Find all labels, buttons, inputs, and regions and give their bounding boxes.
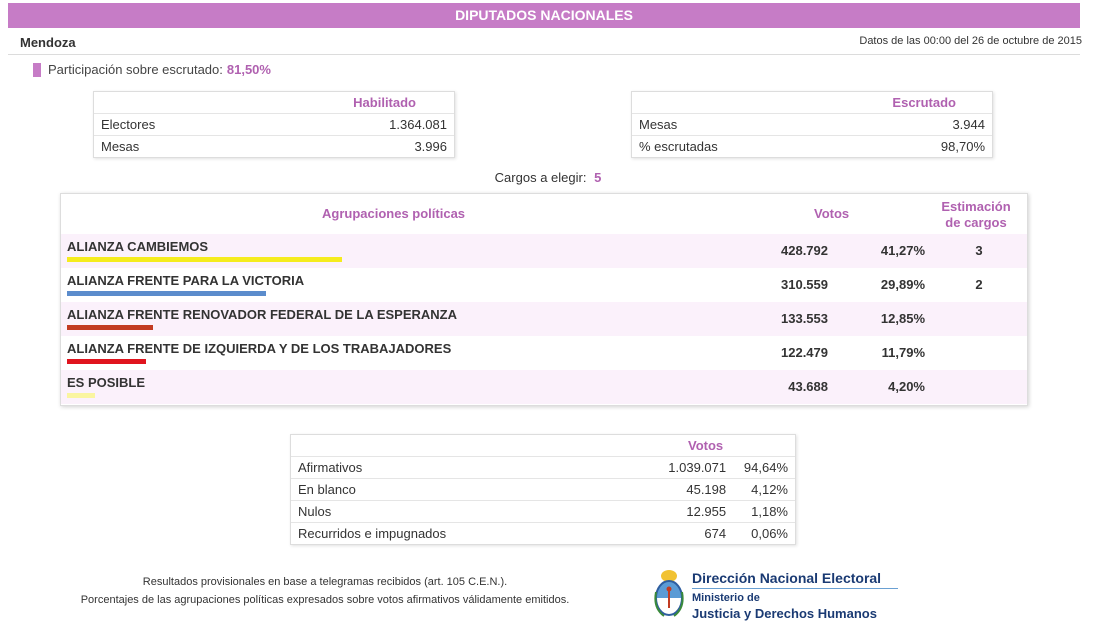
habilitado-table — [93, 91, 455, 158]
argentina-coat-of-arms-icon — [652, 568, 686, 620]
row-votes: 45.198 — [635, 479, 733, 501]
seats-to-elect — [0, 170, 1096, 185]
habilitado-header: Habilitado — [353, 95, 416, 110]
row-label: Mesas — [94, 136, 269, 158]
party-vote-bar — [67, 291, 266, 296]
row-label: Mesas — [632, 114, 853, 136]
row-label: Recurridos e impugnados — [291, 523, 635, 545]
party-row — [61, 302, 1027, 336]
seats-to-elect-label: Cargos a elegir: — [494, 170, 587, 185]
party-name: ALIANZA CAMBIEMOS — [67, 239, 209, 254]
party-votes: 43.688 — [788, 379, 828, 394]
escrutado-header: Escrutado — [892, 95, 956, 110]
votes-column-header: Votos — [814, 206, 850, 221]
party-percentage: 11,79% — [881, 345, 925, 360]
seats-to-elect-value: 5 — [594, 170, 602, 185]
data-timestamp: Datos de las 00:00 del 26 de octubre de 2015 — [859, 35, 1082, 47]
party-percentage: 4,20% — [888, 379, 925, 394]
logo-ministry: Justicia y Derechos Humanos — [692, 606, 877, 621]
party-vote-bar — [67, 325, 153, 330]
party-row — [61, 234, 1027, 268]
participation-line — [33, 62, 271, 77]
party-percentage: 12,85% — [880, 311, 925, 326]
table-row — [291, 523, 795, 545]
row-percentage: 4,12% — [733, 479, 795, 501]
party-votes: 122.479 — [781, 345, 828, 360]
row-votes: 1.039.071 — [635, 457, 733, 479]
party-seats: 3 — [975, 243, 983, 258]
party-row — [61, 370, 1027, 404]
party-percentage: 41,27% — [880, 243, 925, 258]
row-value: 1.364.081 — [269, 114, 454, 136]
logo-divider — [692, 588, 898, 589]
row-percentage: 1,18% — [733, 501, 795, 523]
escrutado-table — [631, 91, 993, 158]
participation-value: 81,50% — [226, 62, 271, 77]
row-value: 3.996 — [269, 136, 454, 158]
table-row — [94, 136, 454, 158]
dne-logo — [652, 568, 902, 624]
party-vote-bar — [67, 359, 146, 364]
party-votes: 310.559 — [781, 277, 828, 292]
seats-column-header-line1: Estimación — [941, 199, 1011, 214]
table-row — [291, 457, 795, 479]
party-votes: 428.792 — [781, 243, 828, 258]
page-title: DIPUTADOS NACIONALES — [455, 7, 633, 23]
table-row — [632, 114, 992, 136]
row-votes: 674 — [635, 523, 733, 545]
party-row — [61, 336, 1027, 370]
row-label: En blanco — [291, 479, 635, 501]
logo-title: Dirección Nacional Electoral — [692, 570, 882, 586]
vote-summary-table — [290, 434, 796, 545]
party-name: ALIANZA FRENTE DE IZQUIERDA Y DE LOS TRABAJADORES — [67, 341, 452, 356]
party-vote-bar — [67, 393, 95, 398]
party-column-header: Agrupaciones políticas — [322, 206, 466, 221]
row-votes: 12.955 — [635, 501, 733, 523]
party-name: ES POSIBLE — [67, 375, 146, 390]
row-value: 3.944 — [853, 114, 992, 136]
table-row — [94, 114, 454, 136]
footnote-line: Resultados provisionales en base a telegramas recibidos (art. 105 C.E.N.). — [142, 576, 508, 588]
logo-subtitle: Ministerio de — [692, 592, 760, 604]
participation-label: Participación sobre escrutado: — [48, 62, 223, 77]
results-header — [61, 194, 1027, 234]
table-row — [632, 136, 992, 158]
location-name: Mendoza — [20, 35, 76, 50]
row-label: Afirmativos — [291, 457, 635, 479]
row-label: Electores — [94, 114, 269, 136]
row-percentage: 0,06% — [733, 523, 795, 545]
row-label: Nulos — [291, 501, 635, 523]
row-label: % escrutadas — [632, 136, 853, 158]
summary-votes-header: Votos — [687, 438, 724, 453]
row-value: 98,70% — [853, 136, 992, 158]
party-seats: 2 — [975, 277, 983, 292]
footnote-line: Porcentajes de las agrupaciones políticas expresados sobre votos afirmativos válidamente emitidos. — [80, 594, 570, 606]
page-title-banner — [8, 3, 1080, 28]
party-vote-bar — [67, 257, 342, 262]
party-name: ALIANZA FRENTE RENOVADOR FEDERAL DE LA ESPERANZA — [67, 307, 458, 322]
participation-marker — [33, 63, 41, 77]
party-results-table — [60, 193, 1028, 406]
party-name: ALIANZA FRENTE PARA LA VICTORIA — [67, 273, 305, 288]
seats-column-header-line2: de cargos — [945, 215, 1007, 230]
table-row — [291, 479, 795, 501]
party-row — [61, 268, 1027, 302]
header-divider — [8, 54, 1080, 55]
table-row — [291, 501, 795, 523]
row-percentage: 94,64% — [733, 457, 795, 479]
party-percentage: 29,89% — [880, 277, 925, 292]
footnotes — [60, 573, 590, 609]
party-votes: 133.553 — [781, 311, 828, 326]
